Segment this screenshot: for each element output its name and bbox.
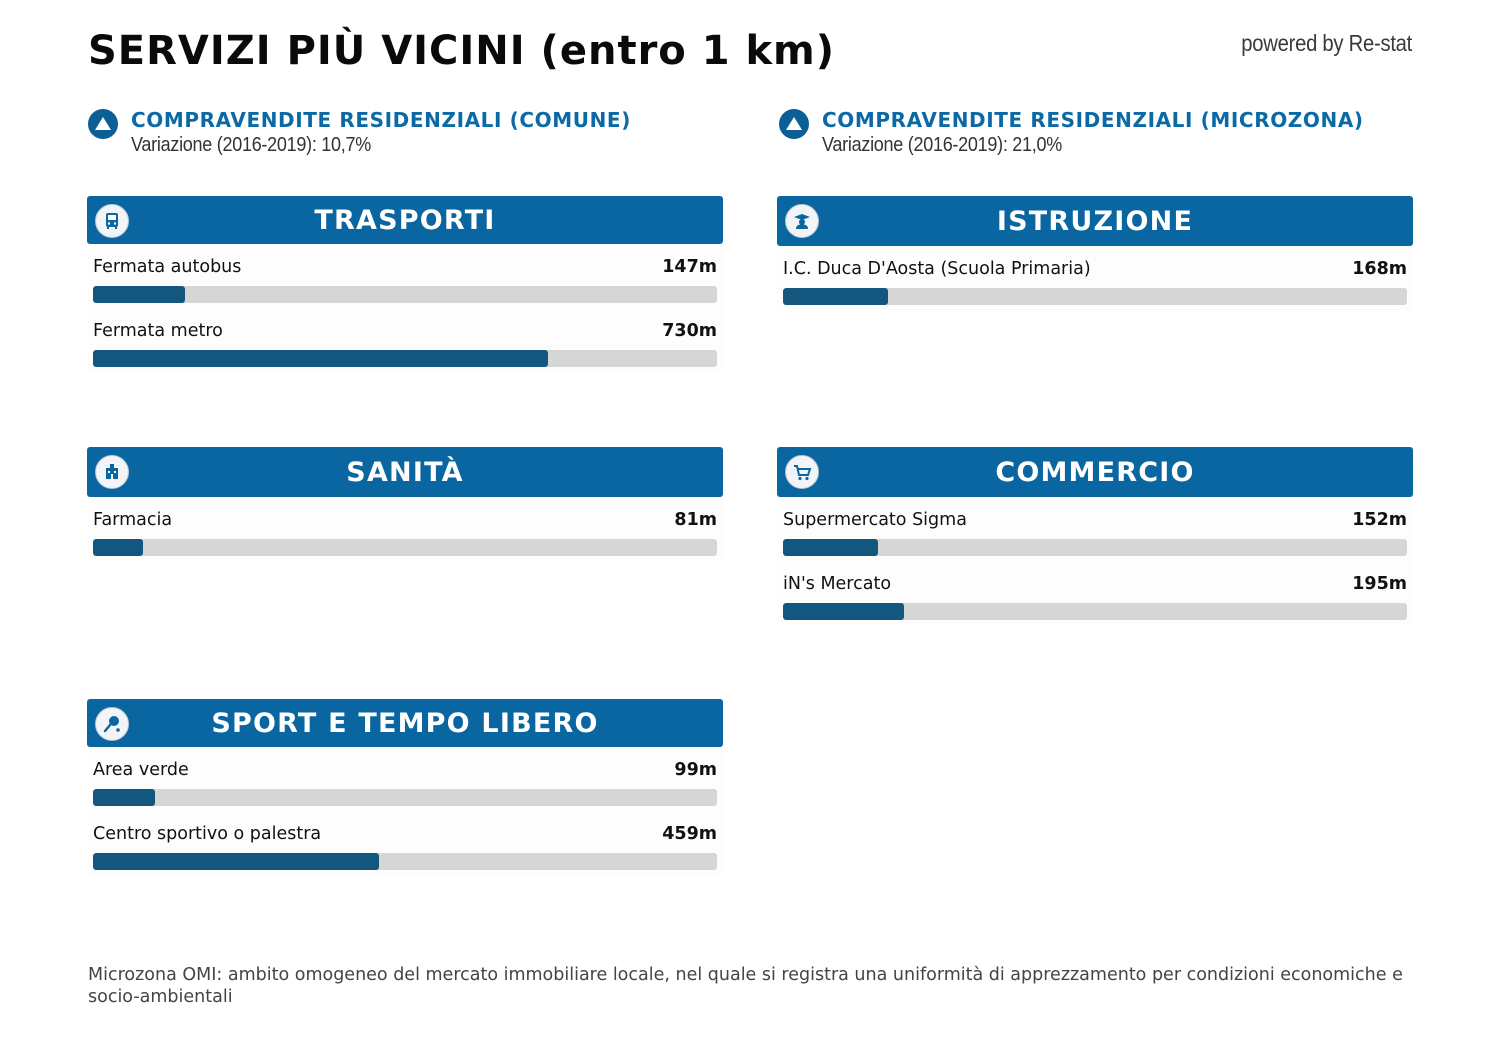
- distance-bar-fill: [93, 350, 548, 367]
- panel-title: COMMERCIO: [995, 456, 1195, 488]
- panel-header: [87, 699, 723, 747]
- triangle-icon: [88, 109, 118, 139]
- stat-variation: Variazione (2016-2019): 21,0%: [822, 134, 1063, 156]
- panel-title: SPORT E TEMPO LIBERO: [211, 707, 599, 739]
- panel-title: TRASPORTI: [314, 204, 496, 236]
- panel-header: [777, 447, 1413, 497]
- service-distance: 81m: [674, 510, 717, 530]
- service-distance: 730m: [662, 321, 717, 341]
- stat-label: COMPRAVENDITE RESIDENZIALI (COMUNE): [131, 108, 631, 132]
- distance-bar-track: [93, 853, 717, 870]
- distance-bar-fill: [93, 853, 379, 870]
- service-name: Fermata metro: [93, 321, 223, 341]
- panel-header: [87, 447, 723, 497]
- distance-bar-track: [93, 789, 717, 806]
- service-name: Farmacia: [93, 510, 173, 530]
- panel-body: [777, 246, 1413, 310]
- service-name: Centro sportivo o palestra: [93, 824, 322, 844]
- tennis-racket-icon: [95, 707, 129, 741]
- list-item: [93, 811, 717, 875]
- distance-bar-track: [93, 539, 717, 556]
- stat-variation: Variazione (2016-2019): 10,7%: [131, 134, 372, 156]
- service-distance: 99m: [674, 760, 717, 780]
- triangle-icon: [779, 109, 809, 139]
- cart-icon: [785, 455, 819, 489]
- service-distance: 195m: [1352, 574, 1407, 594]
- panel-title: SANITÀ: [346, 456, 464, 488]
- service-name: Area verde: [93, 760, 189, 780]
- list-item: [783, 246, 1407, 310]
- page-title: SERVIZI PIÙ VICINI (entro 1 km): [88, 28, 836, 74]
- panel-body: [777, 497, 1413, 625]
- panel-body: [87, 244, 723, 372]
- footnote: Microzona OMI: ambito omogeneo del mercato immobiliare locale, nel quale si registra una uniformità di apprezzamento per condizioni economiche e socio-ambientali: [88, 965, 1403, 1007]
- stat-comune: [88, 108, 631, 158]
- list-item: [93, 497, 717, 561]
- distance-bar-track: [783, 603, 1407, 620]
- panel-header: [777, 196, 1413, 246]
- distance-bar-fill: [783, 539, 878, 556]
- list-item: [93, 244, 717, 308]
- panel-title: ISTRUZIONE: [996, 205, 1194, 237]
- distance-bar-track: [783, 288, 1407, 305]
- distance-bar-fill: [93, 286, 185, 303]
- panel-body: [87, 497, 723, 561]
- panel-sanita: [87, 447, 723, 561]
- panel-sport: [87, 699, 723, 875]
- panel-istruzione: [777, 196, 1413, 310]
- student-icon: [785, 204, 819, 238]
- list-item: [93, 747, 717, 811]
- panel-trasporti: [87, 196, 723, 372]
- service-distance: 152m: [1352, 510, 1407, 530]
- list-item: [93, 308, 717, 372]
- distance-bar-track: [783, 539, 1407, 556]
- service-distance: 459m: [662, 824, 717, 844]
- service-name: Fermata autobus: [93, 257, 242, 277]
- service-distance: 168m: [1352, 259, 1407, 279]
- list-item: [783, 497, 1407, 561]
- distance-bar-track: [93, 350, 717, 367]
- distance-bar-fill: [783, 603, 904, 620]
- distance-bar-track: [93, 286, 717, 303]
- distance-bar-fill: [93, 539, 143, 556]
- list-item: [783, 561, 1407, 625]
- panel-body: [87, 747, 723, 875]
- panel-commercio: [777, 447, 1413, 625]
- bus-icon: [95, 204, 129, 238]
- powered-by-label: powered by Re-stat: [1241, 30, 1412, 56]
- service-distance: 147m: [662, 257, 717, 277]
- service-name: Supermercato Sigma: [783, 510, 967, 530]
- distance-bar-fill: [93, 789, 155, 806]
- hospital-icon: [95, 455, 129, 489]
- stat-microzona: [779, 108, 1364, 158]
- panel-header: [87, 196, 723, 244]
- stat-label: COMPRAVENDITE RESIDENZIALI (MICROZONA): [822, 108, 1364, 132]
- distance-bar-fill: [783, 288, 888, 305]
- service-name: I.C. Duca D'Aosta (Scuola Primaria): [783, 259, 1091, 279]
- service-name: iN's Mercato: [783, 574, 892, 594]
